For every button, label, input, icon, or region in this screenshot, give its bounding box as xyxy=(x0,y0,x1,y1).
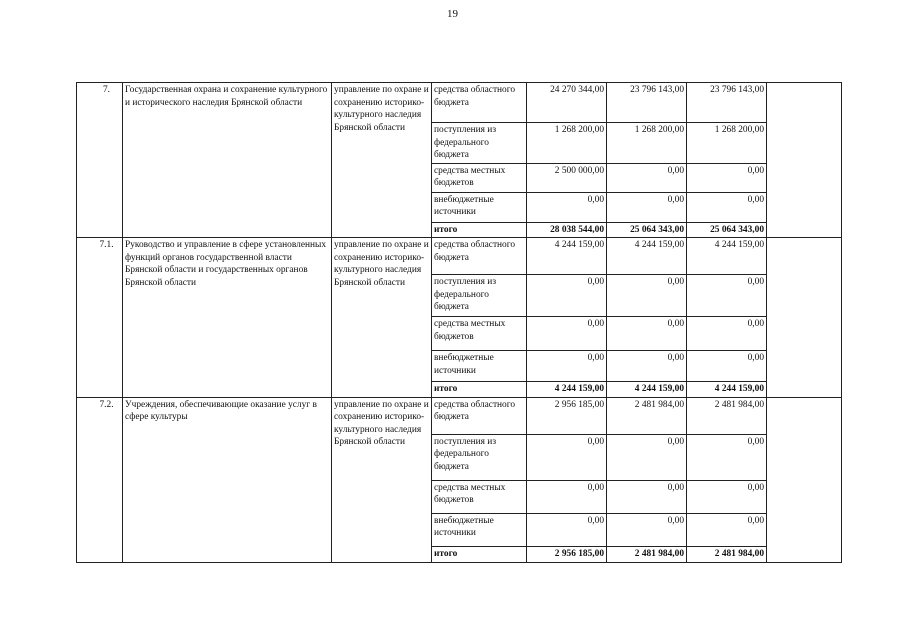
total-value-2: 4 244 159,00 xyxy=(607,382,687,398)
value-2: 0,00 xyxy=(607,275,687,317)
empty-cell xyxy=(767,83,842,238)
value-1: 2 500 000,00 xyxy=(527,163,607,192)
total-value-2: 25 064 343,00 xyxy=(607,222,687,238)
value-3: 0,00 xyxy=(687,317,767,351)
total-value-1: 2 956 185,00 xyxy=(527,546,607,562)
table-row xyxy=(77,397,842,434)
value-2: 0,00 xyxy=(607,163,687,192)
value-3: 4 244 159,00 xyxy=(687,238,767,275)
value-3: 0,00 xyxy=(687,480,767,513)
empty-cell xyxy=(767,238,842,398)
total-value-3: 25 064 343,00 xyxy=(687,222,767,238)
source-label: средства местных бюджетов xyxy=(432,163,527,192)
value-3: 1 268 200,00 xyxy=(687,123,767,164)
source-label: средства местных бюджетов xyxy=(432,317,527,351)
empty-cell xyxy=(767,397,842,562)
row-number: 7.2. xyxy=(77,397,123,562)
value-1: 0,00 xyxy=(527,513,607,546)
section-7-1 xyxy=(77,238,842,398)
row-title: Руководство и управление в сфере установленных функций органов государственной власти Брянской области и государственных органов Брянской области xyxy=(123,238,332,398)
value-3: 0,00 xyxy=(687,275,767,317)
value-2: 0,00 xyxy=(607,480,687,513)
value-3: 0,00 xyxy=(687,163,767,192)
total-label: итого xyxy=(432,546,527,562)
value-1: 1 268 200,00 xyxy=(527,123,607,164)
budget-table xyxy=(76,82,842,563)
value-3: 0,00 xyxy=(687,192,767,222)
value-1: 0,00 xyxy=(527,275,607,317)
total-label: итого xyxy=(432,382,527,398)
total-value-2: 2 481 984,00 xyxy=(607,546,687,562)
row-number: 7.1. xyxy=(77,238,123,398)
total-value-1: 4 244 159,00 xyxy=(527,382,607,398)
row-executor: управление по охране и сохранению историко-культурного наследия Брянской области xyxy=(332,83,432,238)
table-row xyxy=(77,238,842,275)
value-1: 0,00 xyxy=(527,351,607,382)
value-2: 4 244 159,00 xyxy=(607,238,687,275)
value-2: 1 268 200,00 xyxy=(607,123,687,164)
value-2: 0,00 xyxy=(607,317,687,351)
total-value-1: 28 038 544,00 xyxy=(527,222,607,238)
value-3: 23 796 143,00 xyxy=(687,83,767,123)
value-1: 0,00 xyxy=(527,480,607,513)
value-1: 0,00 xyxy=(527,317,607,351)
source-label: внебюджетные источники xyxy=(432,192,527,222)
value-3: 2 481 984,00 xyxy=(687,397,767,434)
source-label: поступления из федерального бюджета xyxy=(432,123,527,164)
total-value-3: 4 244 159,00 xyxy=(687,382,767,398)
row-title: Государственная охрана и сохранение культурного и исторического наследия Брянской области xyxy=(123,83,332,238)
source-label: средства областного бюджета xyxy=(432,397,527,434)
source-label: внебюджетные источники xyxy=(432,351,527,382)
source-label: поступления из федерального бюджета xyxy=(432,434,527,480)
value-1: 0,00 xyxy=(527,192,607,222)
source-label: внебюджетные источники xyxy=(432,513,527,546)
value-3: 0,00 xyxy=(687,351,767,382)
value-3: 0,00 xyxy=(687,434,767,480)
value-2: 2 481 984,00 xyxy=(607,397,687,434)
value-2: 0,00 xyxy=(607,513,687,546)
row-number: 7. xyxy=(77,83,123,238)
source-label: средства местных бюджетов xyxy=(432,480,527,513)
value-2: 23 796 143,00 xyxy=(607,83,687,123)
total-value-3: 2 481 984,00 xyxy=(687,546,767,562)
source-label: средства областного бюджета xyxy=(432,238,527,275)
total-label: итого xyxy=(432,222,527,238)
value-2: 0,00 xyxy=(607,434,687,480)
value-1: 4 244 159,00 xyxy=(527,238,607,275)
value-1: 2 956 185,00 xyxy=(527,397,607,434)
row-executor: управление по охране и сохранению историко-культурного наследия Брянской области xyxy=(332,397,432,562)
section-7 xyxy=(77,83,842,238)
value-1: 24 270 344,00 xyxy=(527,83,607,123)
source-label: средства областного бюджета xyxy=(432,83,527,123)
value-2: 0,00 xyxy=(607,351,687,382)
table-row xyxy=(77,83,842,123)
row-title: Учреждения, обеспечивающие оказание услуг в сфере культуры xyxy=(123,397,332,562)
value-1: 0,00 xyxy=(527,434,607,480)
value-3: 0,00 xyxy=(687,513,767,546)
source-label: поступления из федерального бюджета xyxy=(432,275,527,317)
section-7-2 xyxy=(77,397,842,562)
row-executor: управление по охране и сохранению историко-культурного наследия Брянской области xyxy=(332,238,432,398)
page-number: 19 xyxy=(447,8,458,20)
value-2: 0,00 xyxy=(607,192,687,222)
